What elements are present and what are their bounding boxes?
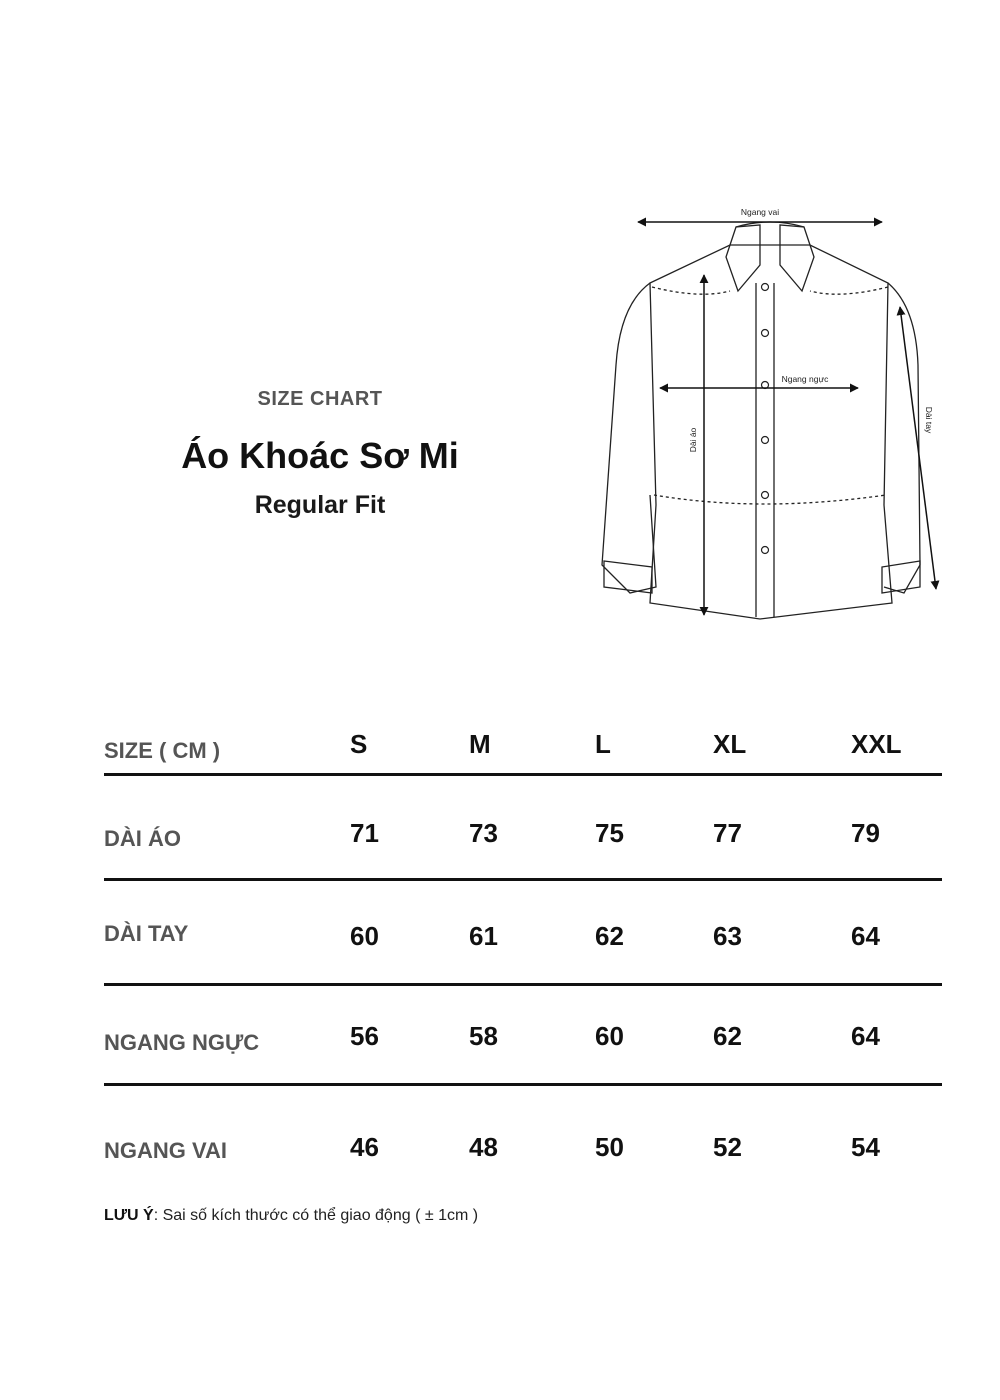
size-header: XL [713,729,747,759]
table-cell: 62 [595,921,624,951]
table-row [104,776,942,881]
table-cell: 73 [469,818,498,848]
table-cell: 56 [350,1021,379,1051]
table-header-row [104,720,942,776]
table-cell: 79 [851,818,880,848]
row-label: DÀI TAY [104,921,189,946]
length-measure-label: Dài áo [688,427,698,453]
size-table [104,720,942,1166]
chart-header [100,388,540,520]
table-cell: 60 [350,921,379,951]
shoulder-measure-label: Ngang vai [740,207,780,217]
table-cell: 75 [595,818,624,848]
size-header: L [595,729,611,759]
row-label: NGANG VAI [104,1138,228,1163]
table-cell: 61 [469,921,498,951]
table-cell: 54 [851,1132,880,1162]
table-cell: 50 [595,1132,624,1162]
shirt-diagram [590,195,950,635]
size-header: M [469,729,491,759]
table-cell: 71 [350,818,379,848]
table-cell: 60 [595,1021,624,1051]
left-sleeve [602,283,656,593]
table-cell: 58 [469,1021,498,1051]
shirt-body [650,245,892,619]
table-cell: 77 [713,818,742,848]
sleeve-measure-label: Dài tay [924,406,934,434]
product-title: Áo Khoác Sơ Mi [181,435,459,476]
table-row [104,986,942,1086]
note-text: : Sai số kích thước có thể giao động ( ± 1cm ) [153,1207,479,1224]
table-cell: 62 [713,1021,742,1051]
table-cell: 64 [851,1021,880,1051]
tolerance-note [104,1207,478,1225]
right-sleeve [884,283,920,593]
table-cell: 64 [851,921,880,951]
shirt-diagram-icon [590,195,950,635]
chest-measure-label: Ngang ngực [781,374,829,384]
note-prefix: LƯU Ý [104,1207,154,1224]
table-cell: 46 [350,1132,379,1162]
table-header-label: SIZE ( CM ) [104,738,221,763]
row-label: DÀI ÁO [104,826,181,851]
size-header: XXL [851,729,902,759]
table-row [104,881,942,986]
table-cell: 48 [469,1132,498,1162]
table-cell: 52 [713,1132,742,1162]
size-header: S [350,729,368,759]
size-chart-eyebrow: SIZE CHART [257,388,383,410]
table-row [104,1086,942,1166]
row-label: NGANG NGỰC [104,1030,260,1055]
fit-subtitle: Regular Fit [254,491,386,519]
table-cell: 63 [713,921,742,951]
